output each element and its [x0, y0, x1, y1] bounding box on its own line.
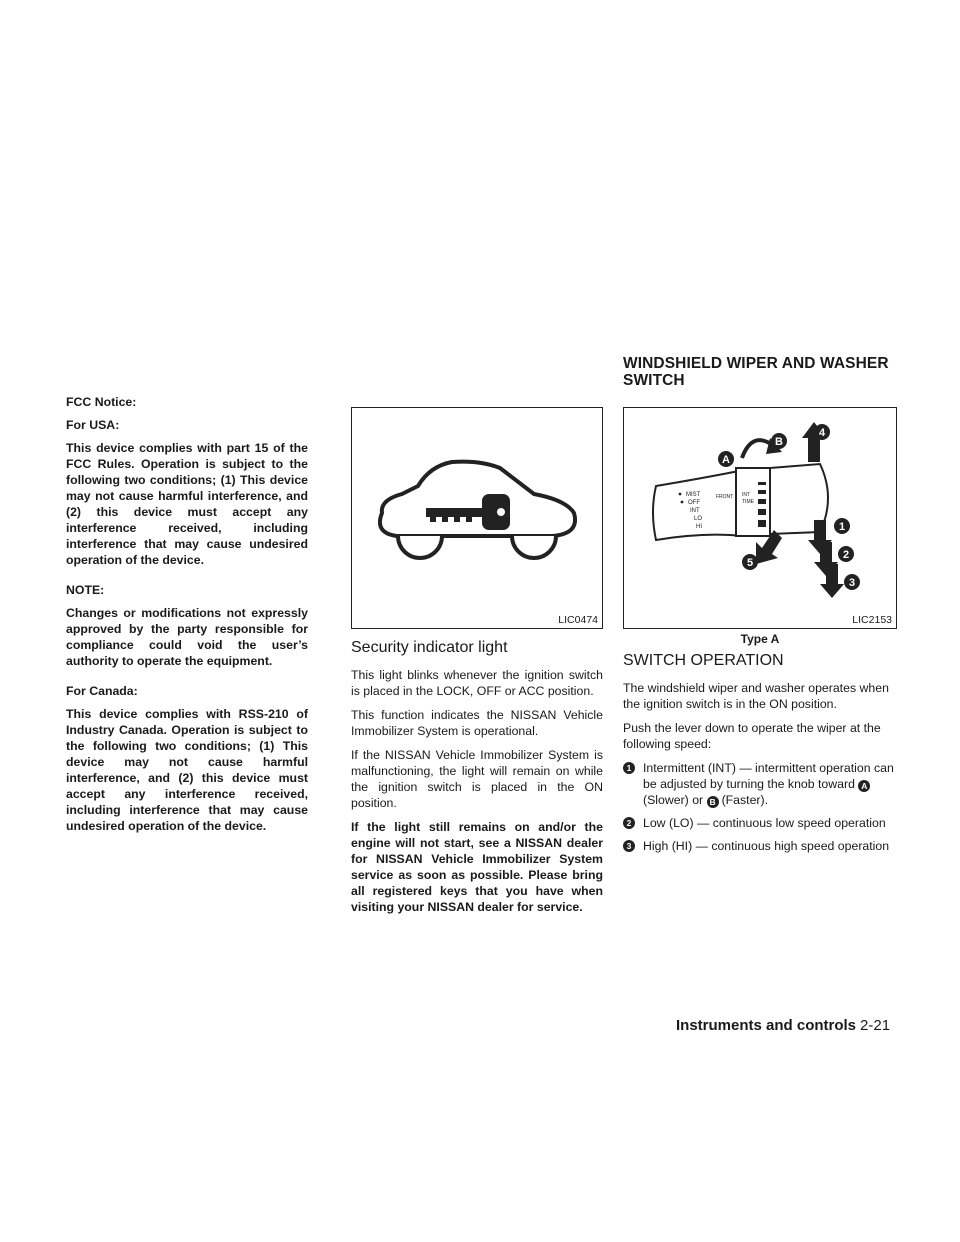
usa-heading: For USA:: [66, 418, 120, 432]
security-figure: [351, 407, 603, 629]
svg-text:A: A: [722, 454, 730, 466]
list-item: [623, 815, 897, 831]
label-off: OFF: [688, 500, 700, 506]
label-3-icon: [844, 574, 860, 590]
list-item: [623, 838, 897, 854]
switch-heading: SWITCH OPERATION: [623, 652, 784, 669]
label-4-icon: [814, 424, 830, 440]
list-item: [623, 760, 897, 808]
number-badge: 2: [623, 817, 635, 829]
security-warning: If the light still remains on and/or the engine will not start, see a NISSAN dealer for NISSAN Vehicle Immobilizer System service as soon as possible. Please bring all registered keys that you have when visiting your NISSAN dealer for service.: [351, 820, 603, 914]
wiper-lever-figure: [623, 407, 897, 629]
label-1-icon: [834, 518, 850, 534]
label-mist: MIST: [686, 492, 701, 498]
item-text: High (HI) — continuous high speed operation: [643, 839, 890, 853]
column-switch: [623, 407, 897, 861]
label-int-time: INT: [742, 492, 751, 498]
note-heading: NOTE:: [66, 583, 105, 597]
label-2-icon: [838, 546, 854, 562]
svg-text:2: 2: [842, 549, 850, 561]
label-a-icon: [718, 451, 734, 467]
label-time: TIME: [742, 499, 754, 505]
label-front: FRONT: [716, 494, 734, 500]
usa-text: This device complies with part 15 of the FCC Rules. Operation is subject to the following two conditions; (1) This device may not cause harmful interference, and (2) this device must accept any interference received, including interference that may cause undesired operation of the device.: [66, 441, 308, 567]
number-badge: 3: [623, 840, 635, 852]
svg-text:B: B: [775, 436, 783, 448]
note-text: Changes or modifications not expressly approved by the party responsible for compliance could void the user’s authority to operate the equipment.: [66, 606, 308, 668]
switch-p1: The windshield wiper and washer operates when the ignition switch is in the ON position.: [623, 681, 889, 711]
label-5-icon: [742, 554, 758, 570]
letter-b-badge: B: [707, 796, 719, 808]
svg-text:4: 4: [818, 427, 826, 439]
figure-code: LIC2153: [852, 614, 892, 626]
column-security: [351, 407, 603, 922]
svg-text:3: 3: [848, 577, 856, 589]
canada-text: This device complies with RSS-210 of Industry Canada. Operation is subject to the following two conditions; (1) This device may not cause harmful interference, and (2) this device must accept any interference received, including interference that may cause undesired operation of the device.: [66, 707, 308, 833]
item-text: Low (LO) — continuous low speed operation: [643, 816, 886, 830]
letter-a-badge: A: [858, 780, 870, 792]
car-key-icon: [352, 408, 602, 628]
wiper-lever-diagram: [624, 408, 896, 628]
fcc-heading: FCC Notice:: [66, 395, 137, 409]
security-heading: Security indicator light: [351, 639, 508, 656]
column-fcc: [66, 394, 308, 848]
number-badge: 1: [623, 762, 635, 774]
svg-text:5: 5: [746, 557, 754, 569]
footer-section: Instruments and controls: [676, 1017, 857, 1034]
section-title: WINDSHIELD WIPER AND WASHER SWITCH: [623, 355, 889, 389]
item-text: Intermittent (INT) — intermittent operation can be adjusted by turning the knob toward A(Slower) or B (Faster).: [643, 761, 894, 807]
canada-heading: For Canada:: [66, 684, 138, 698]
figure-code: LIC0474: [558, 614, 598, 626]
page-footer: [676, 1017, 916, 1034]
label-b-icon: [771, 433, 787, 449]
security-p3: If the NISSAN Vehicle Immobilizer System is malfunctioning, the light will remain on while the ignition switch is placed in the ON position.: [351, 748, 603, 810]
svg-text:1: 1: [838, 521, 846, 533]
label-lo: LO: [694, 516, 703, 522]
page-number: 2-21: [860, 1017, 891, 1034]
label-int: INT: [690, 508, 700, 514]
figure-caption: Type A: [740, 632, 780, 646]
switch-p2: Push the lever down to operate the wiper at the following speed:: [623, 721, 881, 751]
security-p1: This light blinks whenever the ignition switch is placed in the LOCK, OFF or ACC position.: [351, 668, 603, 698]
label-hi: HI: [696, 524, 702, 530]
security-p2: This function indicates the NISSAN Vehicle Immobilizer System is operational.: [351, 708, 603, 738]
